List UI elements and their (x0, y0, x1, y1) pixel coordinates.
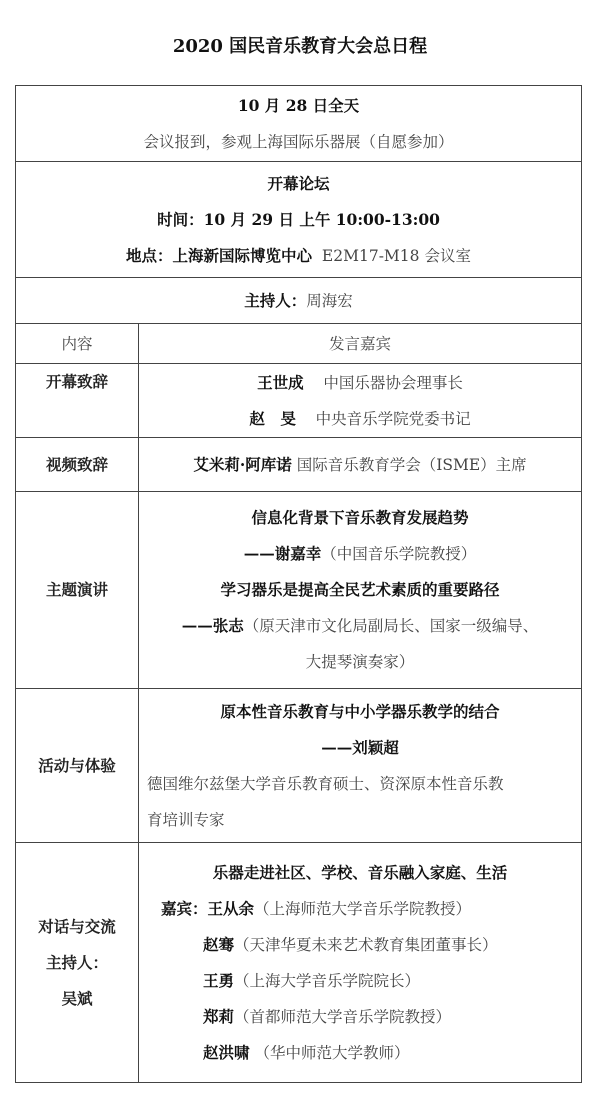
dialogue-host-label: 主持人： (45, 952, 108, 972)
column-header-row (16, 324, 582, 364)
opening-forum-heading: 开幕论坛 (267, 173, 330, 193)
video-speech-label: 视频致辞 (45, 454, 108, 474)
talk-speaker: ——谢嘉幸 (243, 544, 322, 563)
day1-date: 10 月 28 日全天 (237, 95, 360, 115)
guest-name: 郑莉 (203, 1006, 235, 1026)
keynote-talks-cell (139, 492, 582, 689)
guest-role: （首都师范大学音乐学院教授） (234, 1007, 452, 1026)
activity-title: 原本性音乐教育与中小学器乐教学的结合 (220, 701, 500, 721)
host-row (16, 278, 582, 324)
opening-forum-row (16, 162, 582, 278)
keynote-label: 主题演讲 (45, 580, 108, 599)
host-name: 周海宏 (306, 291, 353, 310)
opening-speech-speakers-cell (139, 364, 582, 438)
activity-label: 活动与体验 (38, 755, 116, 775)
schedule-table (15, 85, 582, 1083)
column-header-content-label: 内容 (61, 334, 93, 353)
guest-line (139, 927, 581, 963)
video-speech-speaker-cell (139, 438, 582, 492)
talk-speaker: ——张志 (181, 616, 244, 635)
opening-speech-label: 开幕致辞 (45, 372, 108, 391)
day1-row (16, 86, 582, 162)
time-label: 时间： (157, 209, 204, 229)
guest-role: （天津华夏未来艺术教育集团董事长） (234, 935, 498, 954)
guest-line (139, 1035, 581, 1071)
talk-affiliation-cont: 大提琴演奏家） (305, 653, 415, 671)
day1-note: 会议报到，参观上海国际乐器展（自愿参加） (143, 132, 454, 151)
guests-label: 嘉宾： (161, 898, 208, 918)
dialogue-host-name: 吴斌 (61, 988, 93, 1008)
activity-row (16, 689, 582, 843)
guest-role: （上海师范大学音乐学院教授） (254, 899, 472, 918)
activity-speaker: ——刘颖超 (321, 737, 399, 757)
talk-affiliation: （中国音乐学院教授） (321, 545, 477, 563)
keynote-label-cell (16, 492, 139, 689)
keynote-row (16, 492, 582, 689)
place-value: E2M17-M18 会议室 (321, 246, 471, 265)
speaker-line (139, 447, 581, 483)
talk-speaker-line (139, 608, 581, 644)
talk-title: 信息化背景下音乐教育发展趋势 (251, 508, 469, 527)
speaker-name: 王世成 (257, 372, 304, 392)
guest-line (139, 999, 581, 1035)
time-value: 10 月 29 日 上午 10:00-13:00 (203, 209, 440, 229)
activity-desc-cont: 育培训专家 (147, 810, 225, 829)
speaker-name: 赵 旻 (249, 408, 296, 428)
column-header-content (16, 324, 139, 364)
guest-name: 赵骞 (203, 934, 235, 954)
talk-speaker-line (139, 536, 581, 572)
guest-name: 王勇 (203, 970, 235, 990)
dialogue-title: 乐器走进社区、学校、音乐融入家庭、生活 (212, 862, 508, 882)
page-title: 2020 国民音乐教育大会总日程 (172, 36, 428, 57)
dialogue-label: 对话与交流 (38, 916, 116, 936)
place-label: 地点：上海新国际博览中心 (126, 245, 313, 265)
talk-title: 学习器乐是提高全民艺术素质的重要路径 (220, 580, 500, 599)
speaker-line (139, 401, 581, 437)
guest-name: 王从余 (207, 898, 255, 918)
video-speech-label-cell (16, 438, 139, 492)
opening-forum-cell (16, 162, 582, 278)
activity-cell (139, 689, 582, 843)
speaker-role: 中国乐器协会理事长 (323, 373, 463, 392)
talk-affiliation: （原天津市文化局副局长、国家一级编导、 (243, 617, 539, 635)
column-header-speakers-label: 发言嘉宾 (329, 334, 392, 353)
guest-name: 赵洪啸 (203, 1042, 250, 1062)
speaker-line (139, 365, 581, 401)
column-header-speakers (139, 324, 582, 364)
speaker-name: 艾米莉·阿库诺 (193, 454, 292, 474)
dialogue-label-cell (16, 843, 139, 1083)
video-speech-row (16, 438, 582, 492)
guest-line (139, 963, 581, 999)
opening-speech-label-cell (16, 364, 139, 438)
dialogue-row (16, 843, 582, 1083)
day1-cell (16, 86, 582, 162)
guest-role: （华中师范大学教师） (254, 1043, 410, 1062)
speaker-role: 国际音乐教育学会（ISME）主席 (296, 455, 527, 474)
guest-line (139, 891, 581, 927)
guest-role: （上海大学音乐学院院长） (234, 971, 421, 990)
dialogue-cell (139, 843, 582, 1083)
speaker-role: 中央音乐学院党委书记 (315, 409, 471, 428)
activity-desc: 德国维尔兹堡大学音乐教育硕士、资深原本性音乐教 (147, 774, 504, 793)
opening-speech-row (16, 364, 582, 438)
host-cell (16, 278, 582, 324)
activity-label-cell (16, 689, 139, 843)
host-label: 主持人： (244, 290, 307, 310)
